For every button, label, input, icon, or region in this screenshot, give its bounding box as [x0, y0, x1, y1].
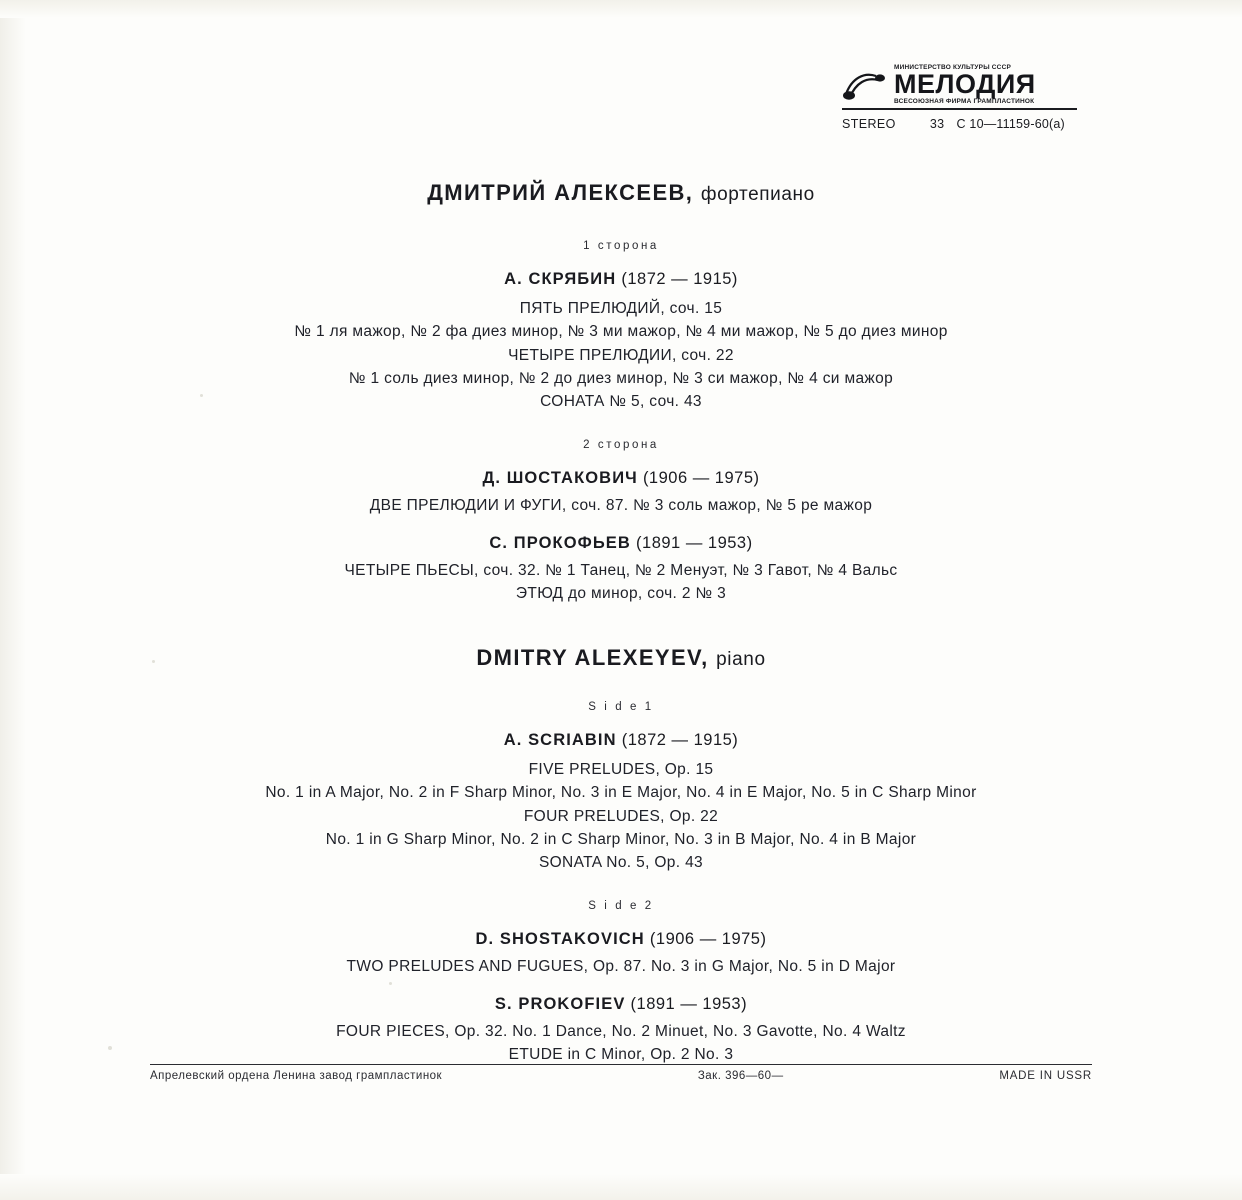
work-line: № 1 ля мажор, № 2 фа диез минор, № 3 ми мажор, № 4 ми мажор, № 5 до диез минор	[294, 323, 948, 341]
side-block-english-2	[0, 900, 1242, 1066]
work-line: No. 1 in G Sharp Minor, No. 2 in C Sharp Minor, No. 3 in B Major, No. 4 in B Major	[325, 830, 917, 848]
artist-heading-english	[0, 645, 1242, 671]
order-number: Зак. 396—60—	[697, 1070, 784, 1082]
side-label-russian-2: 2 сторона	[583, 439, 659, 452]
artist-name-russian: ДМИТРИЙ АЛЕКСЕЕВ,	[427, 180, 694, 205]
logo-row	[842, 64, 1077, 110]
work-line: ETUDE in C Minor, Op. 2 No. 3	[508, 1045, 734, 1063]
side-label-english-1: S i d e 1	[588, 701, 654, 713]
composer-english-scriabin	[0, 731, 1242, 750]
side-block-russian-1	[0, 240, 1242, 413]
composer-name: D. SHOSTAKOVICH	[475, 930, 645, 949]
work-line: FOUR PIECES, Op. 32. No. 1 Dance, No. 2 Minuet, No. 3 Gavotte, No. 4 Waltz	[336, 1022, 906, 1040]
work-line: ЧЕТЫРЕ ПЬЕСЫ, соч. 32. № 1 Танец, № 2 Менуэт, № 3 Гавот, № 4 Вальс	[344, 561, 898, 579]
composer-name: Д. ШОСТАКОВИЧ	[482, 469, 638, 488]
work-line: ДВЕ ПРЕЛЮДИИ И ФУГИ, соч. 87. № 3 соль мажор, № 5 ре мажор	[369, 497, 873, 515]
composer-russian-scriabin	[0, 270, 1242, 289]
work-line: СОНАТА № 5, соч. 43	[540, 393, 702, 410]
composer-name: С. ПРОКОФЬЕВ	[489, 533, 631, 552]
work-line: No. 1 in A Major, No. 2 in F Sharp Minor, No. 3 in E Major, No. 4 in E Major, No. 5 in C Sharp Minor	[265, 784, 977, 802]
composer-english-shostakovich	[0, 930, 1242, 949]
logo-wordmark: МЕЛОДИЯ	[894, 69, 1036, 100]
artist-name-english: DMITRY ALEXEYEV,	[476, 645, 709, 670]
paper-edge-bottom	[0, 1174, 1242, 1200]
work-line: № 1 соль диез минор, № 2 до диез минор, № 3 си мажор, № 4 си мажор	[348, 369, 894, 387]
composer-name: A. SCRIABIN	[503, 731, 617, 749]
work-line: FIVE PRELUDES, Op. 15	[528, 761, 714, 778]
composer-russian-shostakovich	[0, 469, 1242, 488]
composer-years: (1906 — 1975)	[649, 930, 767, 949]
melodiya-logo-icon	[842, 67, 888, 103]
logo-caption-bottom: ВСЕСОЮЗНАЯ ФИРМА ГРАМПЛАСТИНОК	[894, 97, 1035, 105]
pressing-plant: Апрелевский ордена Ленина завод грампластинок	[150, 1070, 443, 1082]
composer-years: (1891 — 1953)	[636, 533, 753, 552]
composer-years: (1872 — 1915)	[621, 270, 738, 288]
logo-text-wrap	[894, 64, 1036, 106]
logo-caption-top: МИНИСТЕРСТВО КУЛЬТУРЫ СССР	[894, 64, 1011, 71]
work-line: SONATA No. 5, Op. 43	[538, 854, 704, 871]
catalog-row	[842, 117, 1077, 131]
side-block-russian-2	[0, 439, 1242, 605]
composer-name: А. СКРЯБИН	[504, 270, 617, 288]
composer-english-prokofiev	[0, 995, 1242, 1014]
rpm-marking: 33	[929, 117, 945, 132]
track-listing	[0, 180, 1242, 1066]
stereo-marking: STEREO	[842, 117, 896, 132]
side-block-english-1	[0, 701, 1242, 874]
composer-years: (1872 — 1915)	[621, 731, 739, 749]
artist-instrument-russian: фортепиано	[700, 184, 815, 205]
footer	[150, 1064, 1092, 1082]
made-in-text: MADE IN USSR	[999, 1070, 1092, 1082]
composer-years: (1906 — 1975)	[642, 469, 760, 488]
artist-instrument-english: piano	[716, 649, 766, 670]
work-line: TWO PRELUDES AND FUGUES, Op. 87. No. 3 in G Major, No. 5 in D Major	[346, 958, 896, 976]
composer-russian-prokofiev	[0, 534, 1242, 553]
side-label-english-2: S i d e 2	[588, 900, 654, 913]
work-line: FOUR PRELUDES, Op. 22	[523, 807, 719, 825]
composer-years: (1891 — 1953)	[630, 994, 748, 1013]
work-line: ПЯТЬ ПРЕЛЮДИЙ, соч. 15	[519, 300, 723, 317]
artist-heading-russian	[0, 180, 1242, 206]
work-line: ЧЕТЫРЕ ПРЕЛЮДИИ, соч. 22	[508, 346, 734, 364]
work-line: ЭТЮД до минор, соч. 2 № 3	[515, 584, 727, 602]
catalog-number: С 10—11159-60(а)	[956, 117, 1065, 132]
side-label-russian-1: 1 сторона	[583, 240, 659, 252]
artist-heading-english-wrap	[0, 645, 1242, 671]
composer-name: S. PROKOFIEV	[494, 994, 626, 1013]
label-logo-block	[842, 64, 1077, 131]
paper-edge-top	[0, 0, 1242, 18]
